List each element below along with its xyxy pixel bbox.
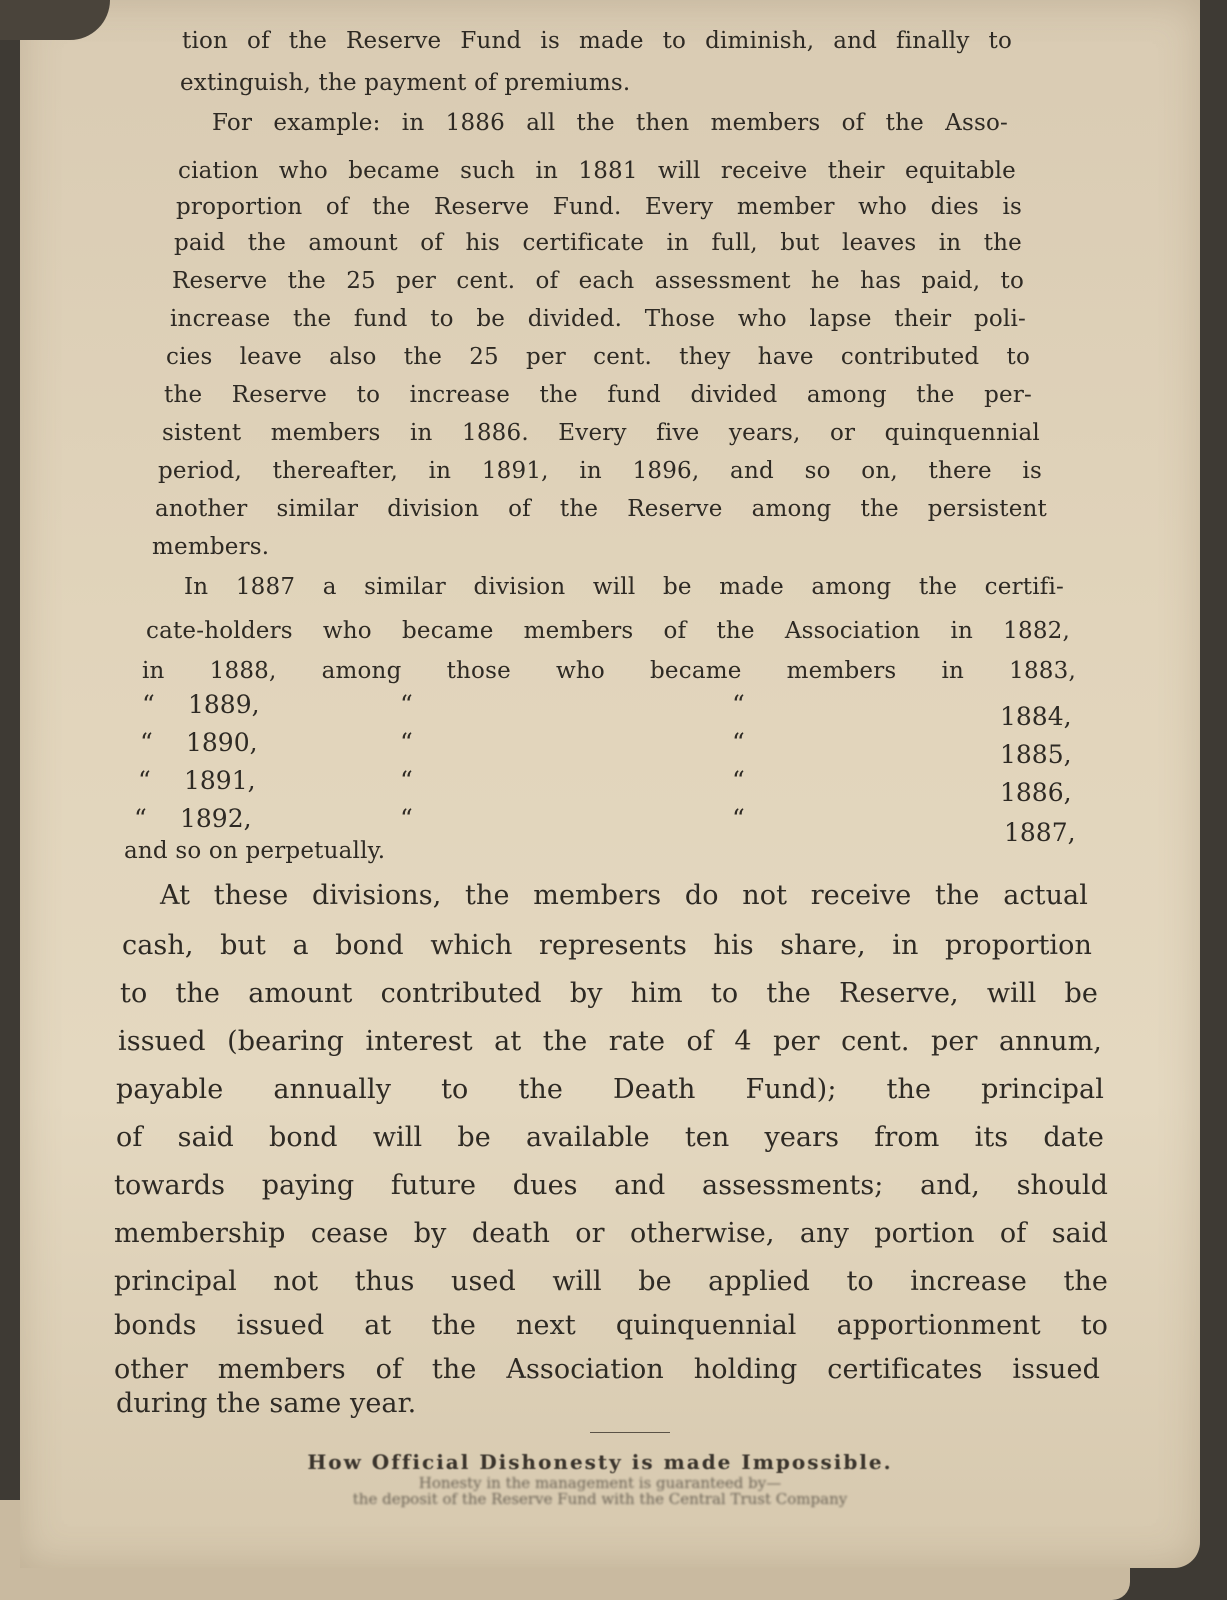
paragraph-2-line-8: the Reserve to increase the fund divided among the per-	[164, 382, 1032, 408]
table-row	[0, 690, 1227, 731]
ditto-mark: “	[138, 766, 151, 795]
member-year: 1887,	[1004, 818, 1076, 847]
paragraph-2-line-4: paid the amount of his certificate in full, but leaves in the	[174, 230, 1022, 256]
lower-paragraph-line-8: membership cease by death or otherwise, any portion of said	[114, 1218, 1108, 1249]
paragraph-2-line-3: proportion of the Reserve Fund. Every member who dies is	[176, 194, 1022, 220]
lower-paragraph-line-5: payable annually to the Death Fund); the principal	[116, 1074, 1104, 1105]
paragraph-2-line-10: period, thereafter, in 1891, in 1896, and so on, there is	[158, 458, 1042, 484]
lower-paragraph-line-11: other members of the Association holding certificates issued	[114, 1354, 1100, 1385]
ditto-mark: “	[134, 804, 147, 833]
ditto-mark: “	[732, 690, 745, 719]
table-end-line: and so on perpetually.	[124, 838, 386, 864]
paragraph-2-line-6: increase the fund to be divided. Those who lapse their poli-	[170, 306, 1026, 332]
paragraph-1-line-1: tion of the Reserve Fund is made to diminish, and finally to	[182, 28, 1012, 54]
division-year: 1890,	[186, 728, 258, 757]
division-year: 1891,	[184, 766, 256, 795]
paragraph-2-line-5: Reserve the 25 per cent. of each assessment he has paid, to	[172, 268, 1024, 294]
ditto-mark: “	[400, 804, 413, 833]
ditto-mark: “	[140, 728, 153, 757]
paragraph-2-line-7: cies leave also the 25 per cent. they have contributed to	[166, 344, 1030, 370]
lower-paragraph-line-2: cash, but a bond which represents his share, in proportion	[122, 930, 1092, 961]
paragraph-2-line-1: For example: in 1886 all the then members of the Asso-	[212, 110, 1008, 136]
footer-text-line-1: Honesty in the management is guaranteed by—	[418, 1474, 782, 1492]
section-divider	[590, 1432, 670, 1433]
paragraph-1-line-2: extinguish, the payment of premiums.	[180, 70, 631, 96]
footer-text-line-2: the deposit of the Reserve Fund with the Central Trust Company	[352, 1490, 848, 1508]
ditto-mark: “	[732, 766, 745, 795]
ditto-mark: “	[142, 690, 155, 719]
division-year: 1892,	[180, 804, 252, 833]
lower-paragraph-line-9: principal not thus used will be applied to increase the	[114, 1266, 1108, 1297]
lower-paragraph-line-6: of said bond will be available ten years from its date	[116, 1122, 1104, 1153]
member-year: 1884,	[1000, 702, 1072, 731]
ditto-mark: “	[732, 728, 745, 757]
lower-paragraph-line-3: to the amount contributed by him to the Reserve, will be	[120, 978, 1098, 1009]
table-row	[0, 804, 1227, 847]
paragraph-3-line-3: in 1888, among those who became members in 1883,	[142, 658, 1076, 684]
ditto-mark: “	[400, 690, 413, 719]
paragraph-2-line-12: members.	[152, 534, 270, 560]
section-heading: How Official Dishonesty is made Impossible.	[307, 1450, 893, 1474]
member-year: 1885,	[1000, 740, 1072, 769]
paragraph-3-line-1: In 1887 a similar division will be made among the certifi-	[184, 574, 1064, 600]
lower-paragraph-line-4: issued (bearing interest at the rate of 4 per cent. per annum,	[118, 1026, 1102, 1057]
lower-paragraph-line-12: during the same year.	[116, 1388, 417, 1419]
paragraph-2-line-9: sistent members in 1886. Every five years, or quinquennial	[162, 420, 1040, 446]
ditto-mark: “	[732, 804, 745, 833]
division-year: 1889,	[188, 690, 260, 719]
ditto-mark: “	[400, 766, 413, 795]
table-row	[0, 728, 1227, 769]
lower-paragraph-line-1: At these divisions, the members do not receive the actual	[160, 880, 1088, 911]
member-year: 1886,	[1000, 778, 1072, 807]
paragraph-2-line-2: ciation who became such in 1881 will receive their equitable	[178, 158, 1016, 184]
paragraph-3-line-2: cate-holders who became members of the Association in 1882,	[146, 618, 1070, 644]
table-row	[0, 766, 1227, 807]
paragraph-2-line-11: another similar division of the Reserve among the persistent	[155, 496, 1047, 522]
lower-paragraph-line-10: bonds issued at the next quinquennial apportionment to	[114, 1310, 1108, 1341]
ditto-mark: “	[400, 728, 413, 757]
lower-paragraph-line-7: towards paying future dues and assessments; and, should	[114, 1170, 1108, 1201]
